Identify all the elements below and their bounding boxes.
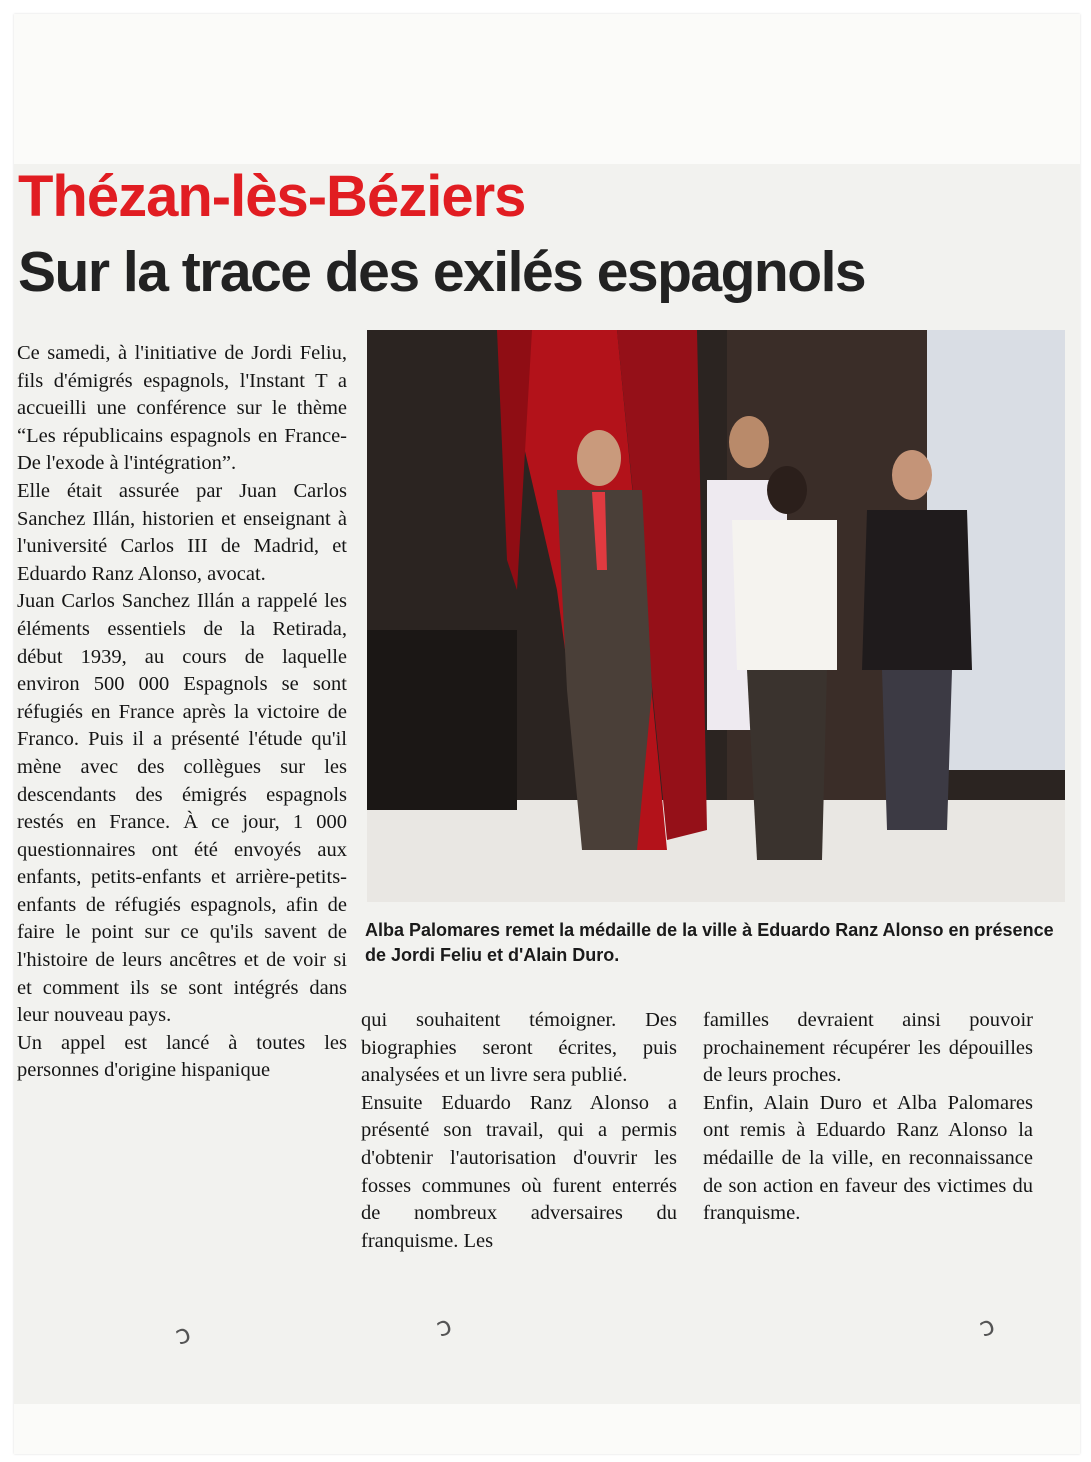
- punch-mark-icon: ↄ: [432, 1310, 456, 1344]
- article-headline: Sur la trace des exilés espagnols: [18, 240, 866, 304]
- article-column-1: [17, 340, 347, 1085]
- article-column-2: [361, 1007, 677, 1255]
- paragraph: Juan Carlos Sanchez Illán a rappelé les éléments essentiels de la Retirada, début 1939, au cours de laquelle environ 500 000 Espagnols se sont réfugiés en France après la victoire de Franco. Puis il a présenté l'étude qu'il mène avec des collègues sur les descendants des émigrés espagnols restés en France. À ce jour, 1 000 questionnaires ont été envoyés aux enfants, petits-enfants et arrière-petits-enfants de réfugiés espagnols, afin de faire le point sur ce qu'ils savent de l'histoire de leurs ancêtres et de voir si et comment ils se sont intégrés dans leur nouveau pays.: [17, 590, 347, 1027]
- paragraph: familles devraient ainsi pouvoir prochainement récupérer les dépouilles de leurs proches.: [703, 1009, 1033, 1087]
- ceremony-photo-illustration: [367, 330, 1065, 902]
- punch-mark-icon: ↄ: [975, 1310, 999, 1344]
- paragraph: qui souhaitent témoigner. Des biographies seront écrites, puis analysées et un livre sera publié.: [361, 1009, 677, 1087]
- article-column-3: [703, 1007, 1033, 1228]
- paragraph: Ensuite Eduardo Ranz Alonso a présenté son travail, qui a permis d'obtenir l'autorisation d'ouvrir les fosses communes où furent enterrés de nombreux adversaires du franquisme. Les: [361, 1091, 677, 1252]
- article-photo: [367, 330, 1065, 902]
- paragraph: Elle était assurée par Juan Carlos Sanchez Illán, historien et enseignant à l'université Carlos III de Madrid, et Eduardo Ranz Alonso, avocat.: [17, 479, 347, 585]
- photo-caption: Alba Palomares remet la médaille de la ville à Eduardo Ranz Alonso en présence de Jordi Feliu et d'Alain Duro.: [365, 920, 1054, 965]
- article-kicker: Thézan-lès-Béziers: [18, 164, 526, 229]
- paragraph: Enfin, Alain Duro et Alba Palomares ont remis à Eduardo Ranz Alonso la médaille de la ville, en reconnaissance de son action en faveur des victimes du franquisme.: [703, 1091, 1033, 1225]
- paragraph: Un appel est lancé à toutes les personnes d'origine hispanique: [17, 1031, 347, 1082]
- paragraph: Ce samedi, à l'initiative de Jordi Feliu, fils d'émigrés espagnols, l'Instant T a accueilli une conférence sur le thème “Les républicains espagnols en France- De l'exode à l'intégration”.: [17, 342, 347, 475]
- punch-mark-icon: ↄ: [171, 1318, 195, 1352]
